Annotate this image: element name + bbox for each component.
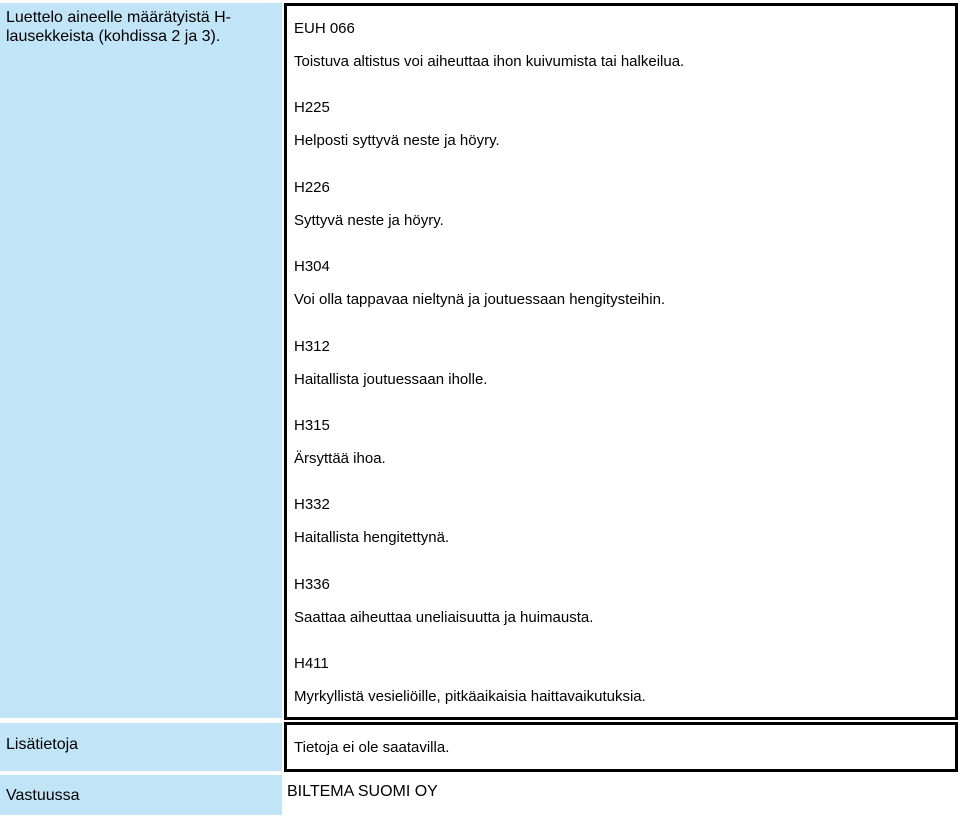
- hazard-statement-code: H336: [294, 575, 330, 593]
- info-box: [284, 722, 958, 772]
- hazard-statement-text: Toistuva altistus voi aiheuttaa ihon kuivumista tai halkeilua.: [294, 53, 685, 70]
- responsible-label: Vastuussa: [6, 787, 80, 804]
- hazard-statement-text: Haitallista joutuessaan iholle.: [294, 370, 488, 388]
- hazard-statement-code: H225: [294, 99, 330, 117]
- hazard-statement-item: [294, 417, 684, 496]
- hazard-statement-code: H226: [294, 178, 330, 196]
- responsible-label-cell: [0, 775, 282, 815]
- hazard-statement-code: H312: [294, 337, 330, 355]
- hazard-statement-item: [294, 20, 684, 99]
- hazard-statement-text: Helposti syttyvä neste ja höyry.: [294, 132, 500, 150]
- hazard-statement-item: [294, 99, 684, 178]
- hazard-statement-item: [294, 576, 684, 655]
- hazard-statement-item: [294, 179, 684, 258]
- info-label: Lisätietoja: [6, 736, 79, 753]
- info-label-cell: [0, 723, 282, 771]
- hazard-statement-code: H304: [294, 258, 330, 276]
- info-value: Tietoja ei ole saatavilla.: [294, 739, 450, 756]
- hazard-statement-item: [294, 258, 684, 337]
- hazard-statements-box: [284, 3, 958, 720]
- hazard-statement-text: Syttyvä neste ja höyry.: [294, 211, 444, 229]
- hazard-statements-label: Luettelo aineelle määrätyistä H-lausekkeista (kohdissa 2 ja 3).: [6, 9, 232, 45]
- hazard-statements-label-cell: [0, 3, 282, 718]
- hazard-statement-text: Saattaa aiheuttaa uneliaisuutta ja huimausta.: [294, 608, 594, 626]
- hazard-statement-item: [294, 496, 684, 575]
- hazard-statement-code: H332: [294, 496, 330, 514]
- hazard-statement-list: [294, 20, 684, 735]
- hazard-statement-text: Voi olla tappavaa nieltynä ja joutuessaan hengitysteihin.: [294, 291, 666, 309]
- hazard-statement-code: H315: [294, 416, 330, 434]
- hazard-statement-code: H411: [294, 655, 329, 673]
- hazard-statement-code: EUH 066: [294, 20, 355, 37]
- hazard-statement-item: [294, 338, 684, 417]
- hazard-statement-text: Haitallista hengitettynä.: [294, 529, 450, 547]
- hazard-statement-text: Ärsyttää ihoa.: [294, 449, 386, 467]
- responsible-value: BILTEMA SUOMI OY: [287, 783, 438, 800]
- hazard-statement-text: Myrkyllistä vesieliöille, pitkäaikaisia haittavaikutuksia.: [294, 688, 646, 706]
